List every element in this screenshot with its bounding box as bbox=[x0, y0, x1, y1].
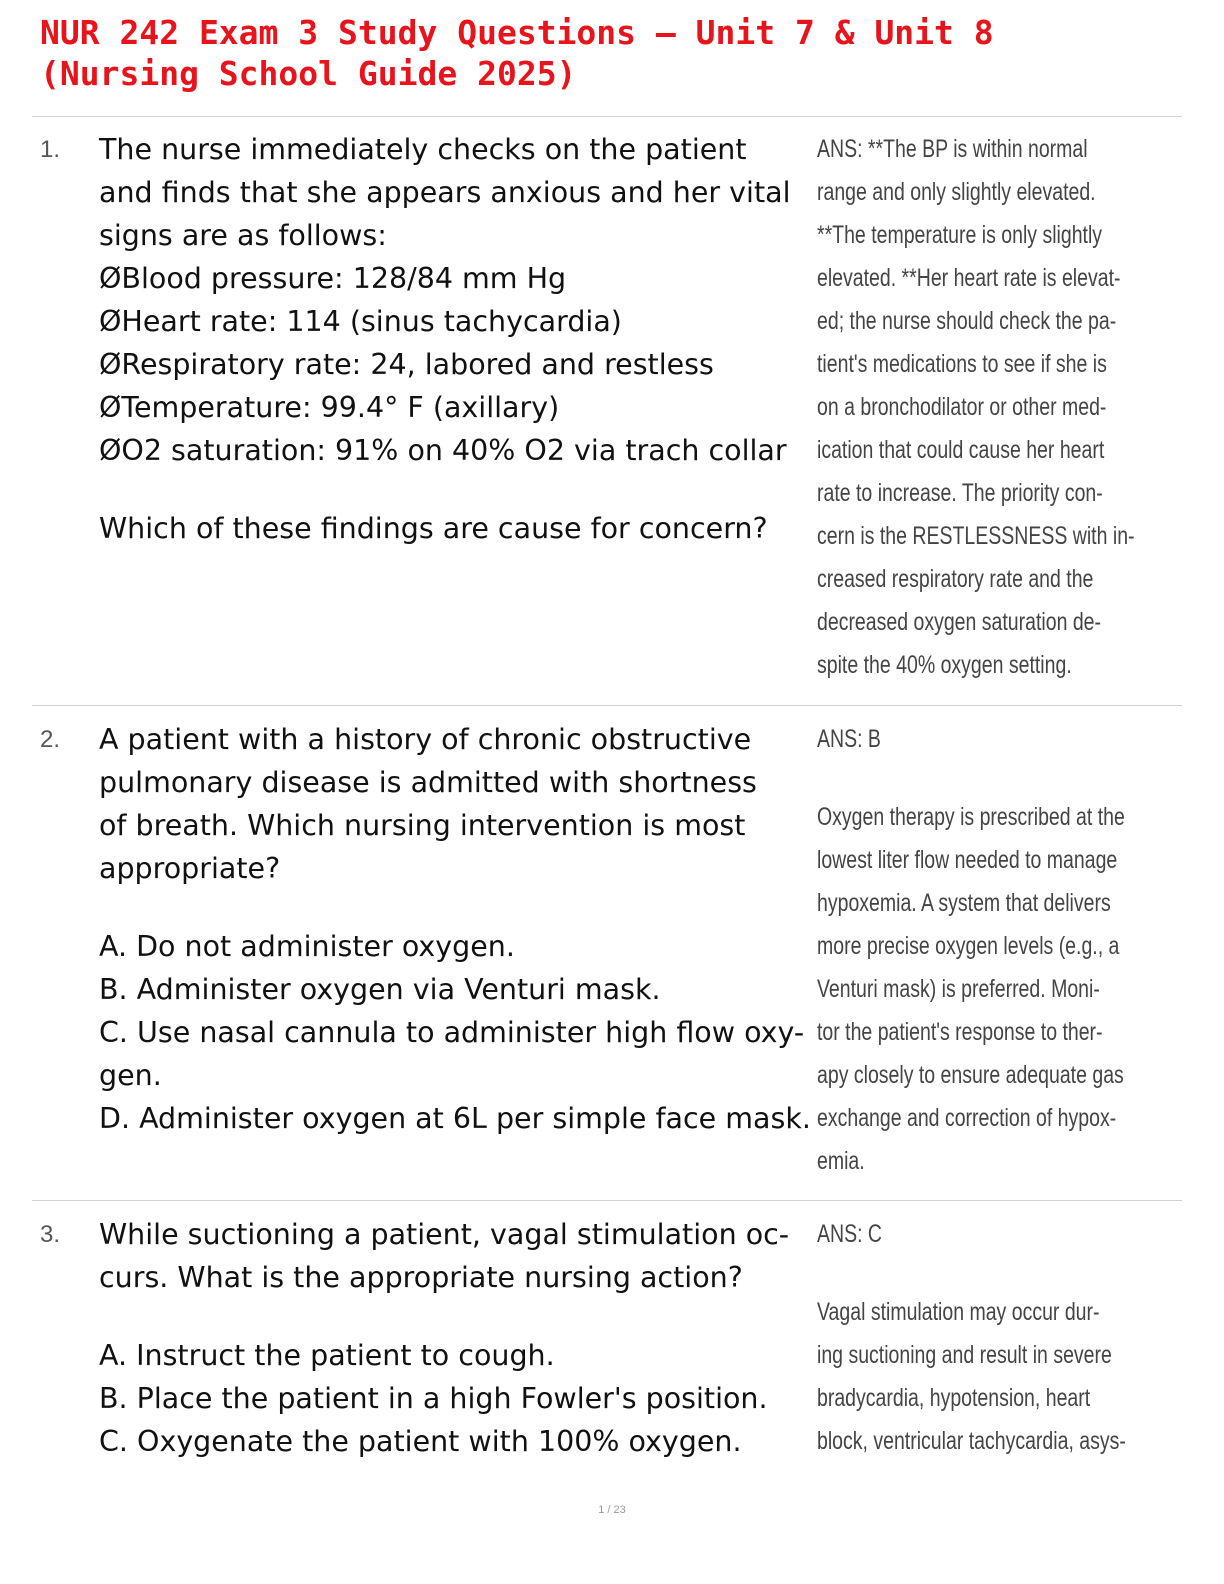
answer-option: C. Use nasal cannula to administer high flow oxy- bbox=[99, 1016, 805, 1049]
question-line: of breath. Which nursing intervention is most bbox=[99, 809, 746, 842]
rationale-line: bradycardia, hypotension, heart bbox=[817, 1384, 1091, 1412]
question-line: signs are as follows: bbox=[99, 219, 387, 252]
page-indicator: 1 / 23 bbox=[598, 1504, 626, 1516]
rationale-line: emia. bbox=[817, 1147, 865, 1175]
answer-option: D. Administer oxygen at 6L per simple face mask. bbox=[99, 1102, 811, 1135]
answer-option: C. Oxygenate the patient with 100% oxygen. bbox=[99, 1425, 742, 1458]
question-line: A patient with a history of chronic obstructive bbox=[99, 723, 752, 756]
answer-line: elevated. **Her heart rate is elevat- bbox=[817, 264, 1121, 292]
answer-line: on a bronchodilator or other med- bbox=[817, 393, 1107, 421]
vital-sign-item: ØO2 saturation: 91% on 40% O2 via trach collar bbox=[99, 434, 787, 467]
answer-line: ANS: **The BP is within normal bbox=[817, 135, 1088, 163]
question-line: While suctioning a patient, vagal stimulation oc- bbox=[99, 1218, 790, 1251]
divider bbox=[32, 116, 1182, 117]
vital-sign-item: ØTemperature: 99.4° F (axillary) bbox=[99, 391, 560, 424]
vital-sign-item: ØHeart rate: 114 (sinus tachycardia) bbox=[99, 305, 622, 338]
page-title-line-1: NUR 242 Exam 3 Study Questions – Unit 7 & Unit 8 bbox=[40, 13, 994, 52]
answer-key: ANS: B bbox=[817, 725, 881, 753]
question-2-text bbox=[99, 718, 814, 1140]
divider bbox=[32, 1200, 1182, 1201]
answer-1-text bbox=[817, 128, 1135, 687]
answer-line: cern is the RESTLESSNESS with in- bbox=[817, 522, 1135, 550]
question-line: and finds that she appears anxious and her vital bbox=[99, 176, 791, 209]
rationale-line: ing suctioning and result in severe bbox=[817, 1341, 1112, 1369]
question-line: pulmonary disease is admitted with shortness bbox=[99, 766, 757, 799]
rationale-line: tor the patient's response to ther- bbox=[817, 1018, 1103, 1046]
page-title-line-2: (Nursing School Guide 2025) bbox=[40, 54, 577, 93]
answer-key: ANS: C bbox=[817, 1220, 883, 1248]
page-title bbox=[40, 12, 1190, 94]
question-number: 3. bbox=[40, 1221, 61, 1248]
answer-line: **The temperature is only slightly bbox=[817, 221, 1103, 249]
rationale-line: Oxygen therapy is prescribed at the bbox=[817, 803, 1125, 831]
question-line: curs. What is the appropriate nursing action? bbox=[99, 1261, 743, 1294]
answer-line: range and only slightly elevated. bbox=[817, 178, 1096, 206]
answer-3-text bbox=[817, 1213, 1126, 1463]
question-prompt: Which of these findings are cause for concern? bbox=[99, 512, 768, 545]
question-line: The nurse immediately checks on the patient bbox=[99, 133, 747, 166]
answer-option: gen. bbox=[99, 1059, 162, 1092]
answer-line: tient's medications to see if she is bbox=[817, 350, 1107, 378]
rationale-line: lowest liter flow needed to manage bbox=[817, 846, 1118, 874]
answer-line: ed; the nurse should check the pa- bbox=[817, 307, 1117, 335]
answer-option: A. Do not administer oxygen. bbox=[99, 930, 515, 963]
answer-option: B. Administer oxygen via Venturi mask. bbox=[99, 973, 661, 1006]
answer-line: decreased oxygen saturation de- bbox=[817, 608, 1102, 636]
rationale-line: apy closely to ensure adequate gas bbox=[817, 1061, 1124, 1089]
vital-sign-item: ØRespiratory rate: 24, labored and restless bbox=[99, 348, 714, 381]
rationale-line: exchange and correction of hypox- bbox=[817, 1104, 1117, 1132]
rationale-line: Vagal stimulation may occur dur- bbox=[817, 1298, 1100, 1326]
vital-sign-item: ØBlood pressure: 128/84 mm Hg bbox=[99, 262, 567, 295]
rationale-line: block, ventricular tachycardia, asys- bbox=[817, 1427, 1126, 1455]
question-1-text bbox=[99, 128, 814, 550]
question-number: 1. bbox=[40, 136, 61, 163]
answer-line: creased respiratory rate and the bbox=[817, 565, 1094, 593]
answer-option: A. Instruct the patient to cough. bbox=[99, 1339, 555, 1372]
question-line: appropriate? bbox=[99, 852, 281, 885]
rationale-line: more precise oxygen levels (e.g., a bbox=[817, 932, 1120, 960]
answer-2-text bbox=[817, 718, 1125, 1183]
answer-option: B. Place the patient in a high Fowler's position. bbox=[99, 1382, 768, 1415]
rationale-line: Venturi mask) is preferred. Moni- bbox=[817, 975, 1100, 1003]
answer-line: rate to increase. The priority con- bbox=[817, 479, 1103, 507]
rationale-line: hypoxemia. A system that delivers bbox=[817, 889, 1111, 917]
answer-line: ication that could cause her heart bbox=[817, 436, 1105, 464]
question-3-text bbox=[99, 1213, 814, 1463]
question-number: 2. bbox=[40, 726, 61, 753]
answer-line: spite the 40% oxygen setting. bbox=[817, 651, 1072, 679]
divider bbox=[32, 705, 1182, 706]
